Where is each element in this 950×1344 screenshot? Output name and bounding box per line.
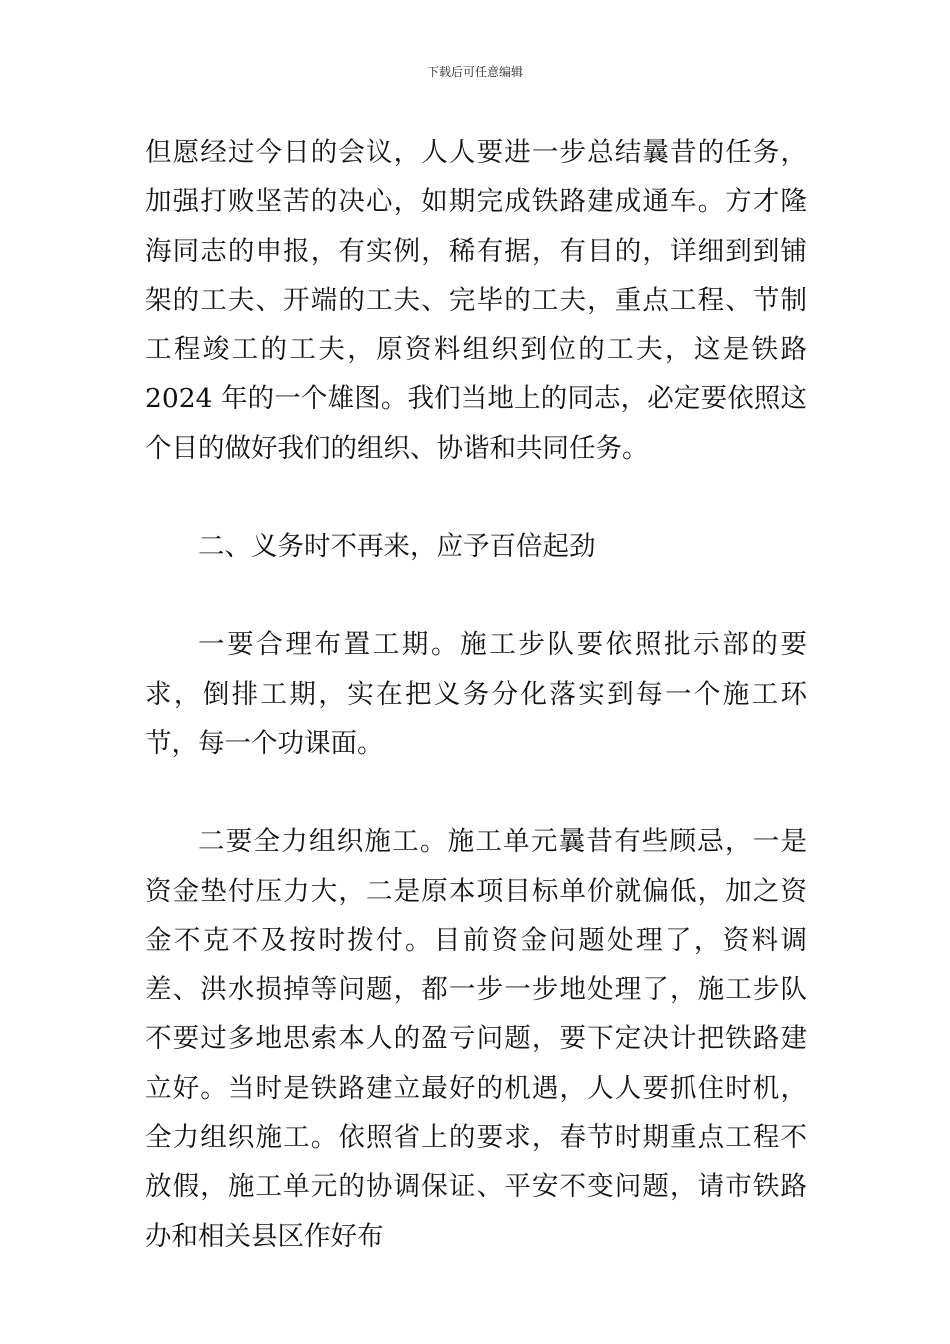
paragraph-2: 一要合理布置工期。施工步队要依照批示部的要求，倒排工期，实在把义务分化落实到每一个施工环节，每一个功课面。 [145,629,807,759]
paragraph-1: 但愿经过今日的会议，人人要进一步总结曩昔的任务，加强打败坚苦的决心，如期完成铁路建成通车。方才隆海同志的申报，有实例，稀有据，有目的，详细到到铺架的工夫、开端的工夫、完毕的工夫，重点工程、节制工程竣工的工夫，原资料组织到位的工夫，这是铁路 2024 年的一个雄图。我们当地上的同志，必定要依照这个目的做好我们的组织、协谐和共同任务。 [145,137,807,464]
page-header: 下载后可任意编辑 [426,65,523,79]
paragraph-3: 二要全力组织施工。施工单元曩昔有些顾忌，一是资金垫付压力大，二是原本项目标单价就偏低，加之资金不克不及按时拨付。目前资金问题处理了，资料调差、洪水损掉等问题，都一步一步地处理了，施工步队不要过多地思索本人的盈亏问题，要下定决计把铁路建立好。当时是铁路建立最好的机遇，人人要抓住时机，全力组织施工。依照省上的要求，春节时期重点工程不放假，施工单元的协调保证、平安不变问题，请市铁路办和相关县区作好布 [145,826,807,1252]
document-body [145,128,807,1261]
section-heading: 二、义务时不再来，应予百倍起劲 [198,531,596,563]
